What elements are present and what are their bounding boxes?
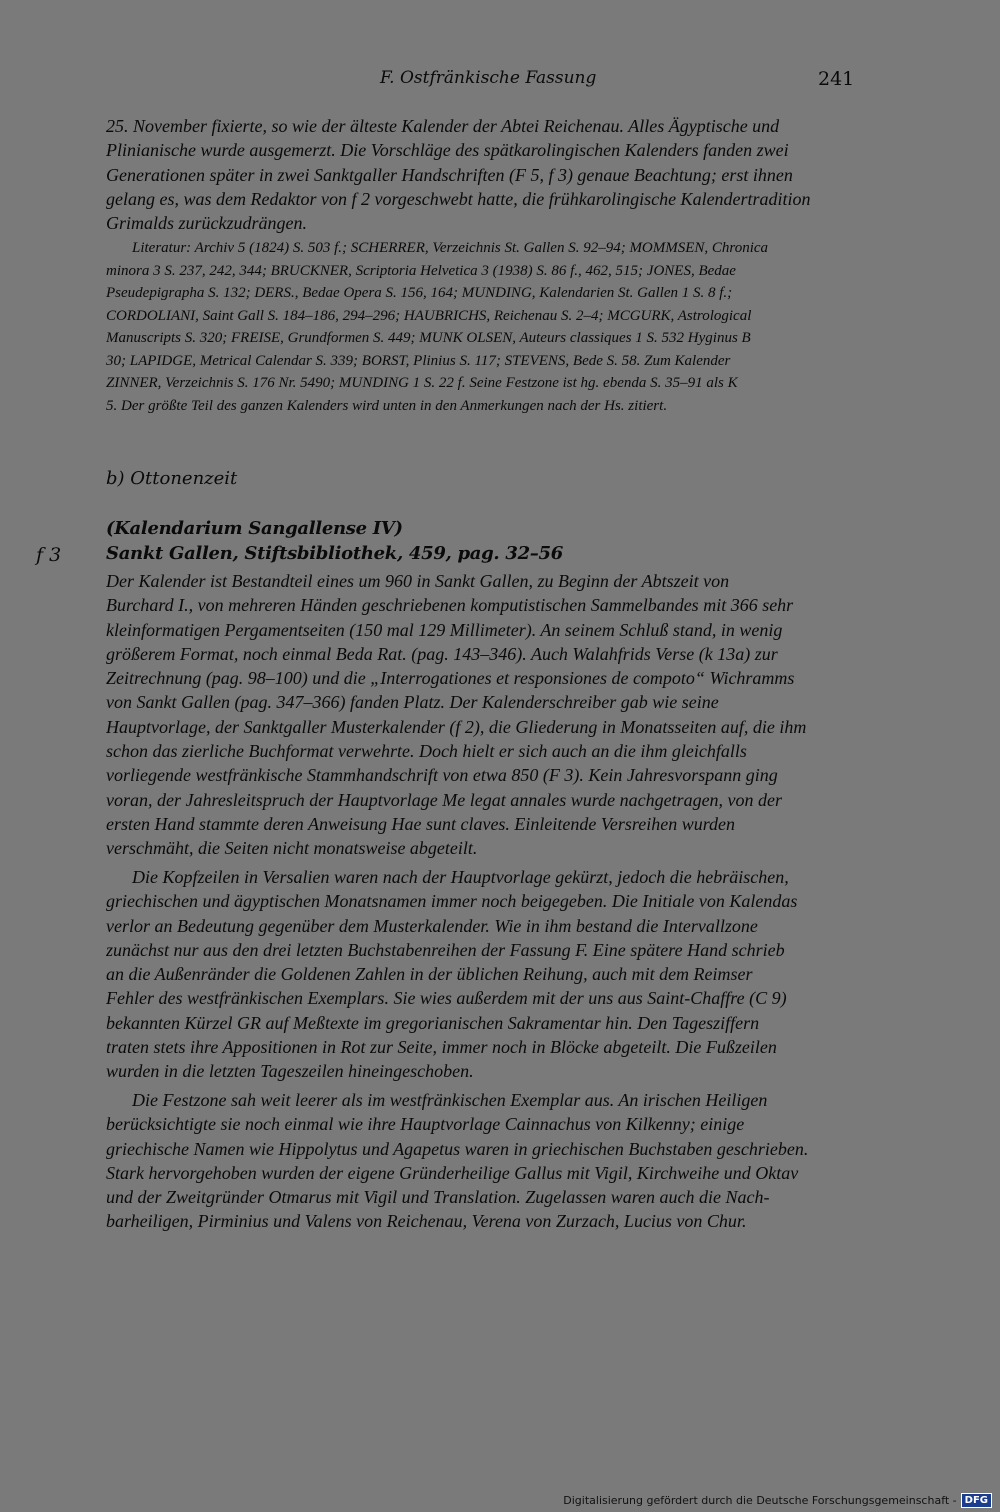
text-line: bekannten Kürzel GR auf Meßtexte im gregorianischen Sakramentar hin. Den Tagesziffern [106,1012,760,1033]
text-line: 25. November fixierte, so wie der älteste Kalender der Abtei Reichenau. Alles Ägyptische und [106,116,780,136]
text-line: Plinianische wurde ausgemerzt. Die Vorschläge des spätkarolingischen Kalenders fanden zwei [106,140,789,161]
literature-line: 30; LAPIDGE, Metrical Calendar S. 339; BORST, Plinius S. 117; STEVENS, Bede S. 58. Zum Kalender [106,352,731,369]
running-title: F. Ostfränkische Fassung [380,68,597,88]
literature-line: Manuscripts S. 320; FREISE, Grundformen S. 449; MUNK OLSEN, Auteurs classiques 1 S. 532 Hyginus B [106,330,751,346]
text-line: wurden in die letzten Tageszeilen hineingeschoben. [106,1061,474,1082]
text-line: griechische Namen wie Hippolytus und Agapetus waren in griechischen Buchstaben geschrieben. [106,1138,809,1159]
paragraph-3 [106,1088,856,1234]
literature-line: Literatur: Archiv 5 (1824) S. 503 f.; SCHERRER, Verzeichnis St. Gallen S. 92–94; MOMMSEN, Chronica [132,240,769,256]
text-line: traten stets ihre Appositionen in Rot zur Seite, immer noch in Blöcke abgeteilt. Die Fußzeilen [106,1037,777,1058]
text-line: ersten Hand stammte deren Anweisung Hae sunt claves. Einleitende Versreihen wurden [106,813,736,834]
text-line: Die Festzone sah weit leerer als im westfränkischen Exemplar aus. An irischen Heiligen [132,1090,768,1110]
text-line: berücksichtigte sie noch einmal wie ihre Hauptvorlage Cainnachus von Kilkenny; einige [106,1114,745,1135]
text-line: gelang es, was dem Redaktor von f 2 vorgeschwebt hatte, die frühkarolingische Kalendertradition [106,188,811,209]
text-line: voran, der Jahresleitspruch der Hauptvorlage Me legat annales wurde nachgetragen, von der [106,789,783,810]
text-line: schon das zierliche Buchformat verwehrte. Doch hielt er sich auch an die ihm gleichfalls [106,741,747,762]
paragraph-1 [106,569,856,861]
text-line: kleinformatigen Pergamentseiten (150 mal 129 Millimeter). An seinem Schluß stand, in wenig [106,619,783,640]
text-line: Grimalds zurückzudrängen. [106,213,307,234]
entry-siglum: f 3 [36,544,62,566]
text-line: Generationen später in zwei Sanktgaller Handschriften (F 5, f 3) genaue Beachtung; erst ihnen [106,164,793,185]
text-line: Die Kopfzeilen in Versalien waren nach der Hauptvorlage gekürzt, jedoch die hebräischen, [132,867,789,887]
text-line: barheiligen, Pirminius und Valens von Reichenau, Verena von Zurzach, Lucius von Chur. [106,1211,747,1232]
footer-credit [563,1493,992,1508]
literature-line: CORDOLIANI, Saint Gall S. 184–186, 294–296; HAUBRICHS, Reichenau S. 2–4; MCGURK, Astrological [106,307,752,324]
section-heading: b) Ottonenzeit [106,468,238,489]
text-line: verlor an Bedeutung gegenüber dem Musterkalender. Wie in ihm bestand die Intervallzone [106,915,758,936]
literature-note [106,237,856,417]
dfg-logo: DFG [961,1493,992,1508]
literature-line: 5. Der größte Teil des ganzen Kalenders wird unten in den Anmerkungen nach der Hs. zitiert. [106,397,668,414]
footer-text: Digitalisierung gefördert durch die Deutsche Forschungsgemeinschaft - [563,1494,957,1507]
paragraph-2 [106,865,856,1084]
literature-line: ZINNER, Verzeichnis S. 176 Nr. 5490; MUNDING 1 S. 22 f. Seine Festzone ist hg. ebenda S. 35–91 als K [106,375,738,391]
text-line: Der Kalender ist Bestandteil eines um 960 in Sankt Gallen, zu Beginn der Abtszeit von [106,571,730,591]
text-line: griechischen und ägyptischen Monatsnamen immer noch beigegeben. Die Initiale von Kalendas [106,891,798,912]
text-line: von Sankt Gallen (pag. 347–366) fanden Platz. Der Kalenderschreiber gab wie seine [106,692,719,713]
text-line: und der Zweitgründer Otmarus mit Vigil und Translation. Zugelassen waren auch die Nach- [106,1187,770,1208]
text-line: größerem Format, noch einmal Beda Rat. (pag. 143–346). Auch Walahfrids Verse (k 13a) zur [106,643,778,664]
top-paragraph [106,114,856,235]
entry-shelfmark: Sankt Gallen, Stiftsbibliothek, 459, pag. 32–56 [106,543,563,564]
text-line: vorliegende westfränkische Stammhandschrift von etwa 850 (F 3). Kein Jahresvorspann ging [106,765,778,786]
text-line: zunächst nur aus den drei letzten Buchstabenreihen der Fassung F. Eine spätere Hand schrieb [106,939,785,960]
text-line: Burchard I., von mehreren Händen geschriebenen komputistischen Sammelbandes mit 366 sehr [106,595,794,616]
text-line: Fehler des westfränkischen Exemplars. Sie wies außerdem mit der uns aus Saint-Chaffre (C 9) [106,988,787,1009]
page-number: 241 [818,68,855,90]
text-line: Hauptvorlage, der Sanktgaller Musterkalender (f 2), die Gliederung in Monatsseiten auf, die ihm [106,716,807,737]
text-line: Stark hervorgehoben wurden der eigene Gründerheilige Gallus mit Vigil, Kirchweihe und Oktav [106,1162,799,1183]
text-line: Zeitrechnung (pag. 98–100) und die „Interrogationes et responsiones de compoto“ Wichramms [106,668,795,689]
literature-line: minora 3 S. 237, 242, 344; BRUCKNER, Scriptoria Helvetica 3 (1938) S. 86 f., 462, 515; JONES, Bedae [106,262,736,279]
text-line: verschmäht, die Seiten nicht monatsweise abgeteilt. [106,838,478,859]
text-line: an die Außenränder die Goldenen Zahlen in der üblichen Reihung, auch mit dem Reimser [106,964,753,985]
entry-title: (Kalendarium Sangallense IV) [106,518,403,539]
literature-line: Pseudepigrapha S. 132; DERS., Bedae Opera S. 156, 164; MUNDING, Kalendarien St. Gallen 1 S. 8 f.; [106,285,733,301]
